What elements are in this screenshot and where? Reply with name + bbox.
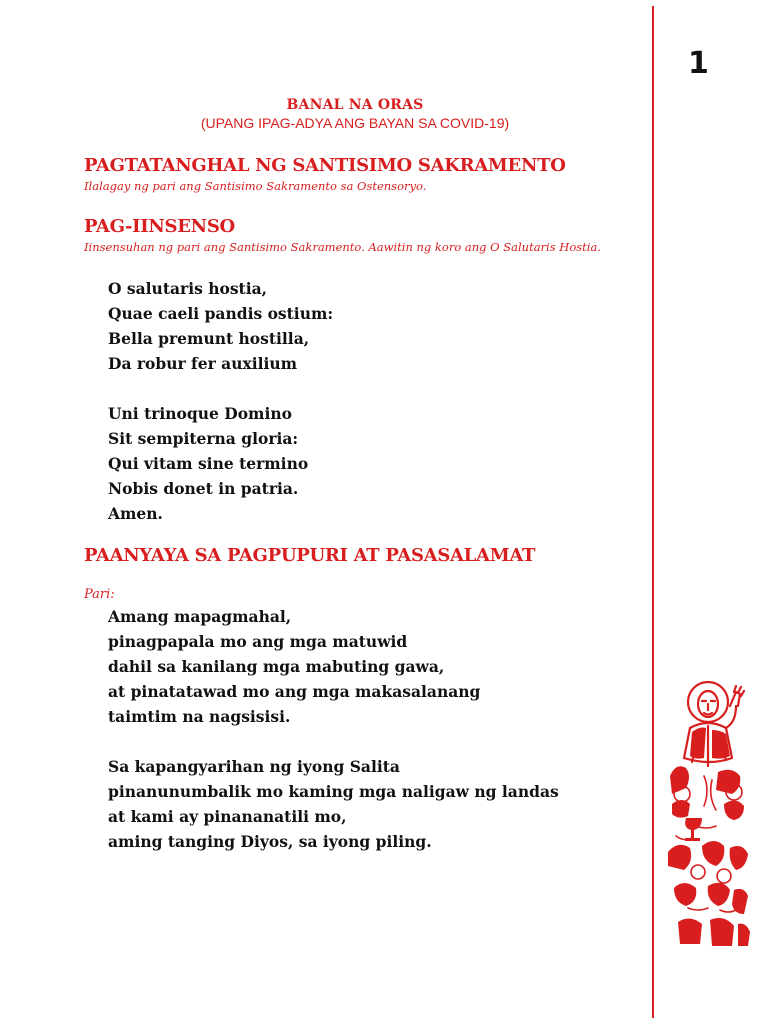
verse-line: Amen. — [108, 504, 163, 523]
rubric-pagtatanghal: Ilalagay ng pari ang Santisimo Sakramento sa Ostensoryo. — [84, 179, 427, 193]
hymn-stanza-1 — [84, 276, 626, 376]
verse-line: at kami ay pinananatili mo, — [108, 807, 347, 826]
speaker-label: Pari: — [84, 587, 115, 602]
verse-line: aming tanging Diyos, sa iyong piling. — [108, 832, 432, 851]
verse-line: Sit sempiterna gloria: — [108, 429, 299, 448]
document-subtitle: (UPANG IPAG-ADYA ANG BAYAN SA COVID-19) — [200, 115, 510, 131]
prayer-stanza-1 — [84, 604, 626, 729]
prayer-stanza-2 — [84, 754, 626, 854]
heading-pag-iinsenso: PAG-IINSENSO — [84, 216, 235, 237]
document-title: BANAL NA ORAS — [286, 97, 424, 113]
verse-line: Bella premunt hostilla, — [108, 329, 310, 348]
verse-line: pinagpapala mo ang mga matuwid — [108, 632, 408, 651]
document-body — [84, 96, 626, 854]
margin-rule — [652, 6, 654, 1018]
verse-line: Qui vitam sine termino — [108, 454, 309, 473]
verse-line: Quae caeli pandis ostium: — [108, 304, 334, 323]
heading-paanyaya: PAANYAYA SA PAGPUPURI AT PASASALAMAT — [84, 545, 536, 566]
verse-line: Uni trinoque Domino — [108, 404, 292, 423]
verse-line: Da robur fer auxilium — [108, 354, 298, 373]
verse-line: O salutaris hostia, — [108, 279, 268, 298]
christ-and-disciples-illustration — [668, 676, 760, 950]
verse-line: at pinatatawad mo ang mga makasalanang — [108, 682, 481, 701]
verse-line: pinanunumbalik mo kaming mga naligaw ng landas — [108, 782, 559, 801]
verse-line: Sa kapangyarihan ng iyong Salita — [108, 757, 400, 776]
verse-line: dahil sa kanilang mga mabuting gawa, — [108, 657, 445, 676]
hymn-stanza-2 — [84, 401, 626, 526]
verse-line: taimtim na nagsisisi. — [108, 707, 291, 726]
rubric-pag-iinsenso: Iinsensuhan ng pari ang Santisimo Sakramento. Aawitin ng koro ang O Salutaris Hostia. — [84, 240, 601, 254]
verse-line: Nobis donet in patria. — [108, 479, 299, 498]
verse-line: Amang mapagmahal, — [108, 607, 292, 626]
heading-pagtatanghal: PAGTATANGHAL NG SANTISIMO SAKRAMENTO — [84, 155, 566, 176]
page-number: 1 — [688, 46, 709, 81]
